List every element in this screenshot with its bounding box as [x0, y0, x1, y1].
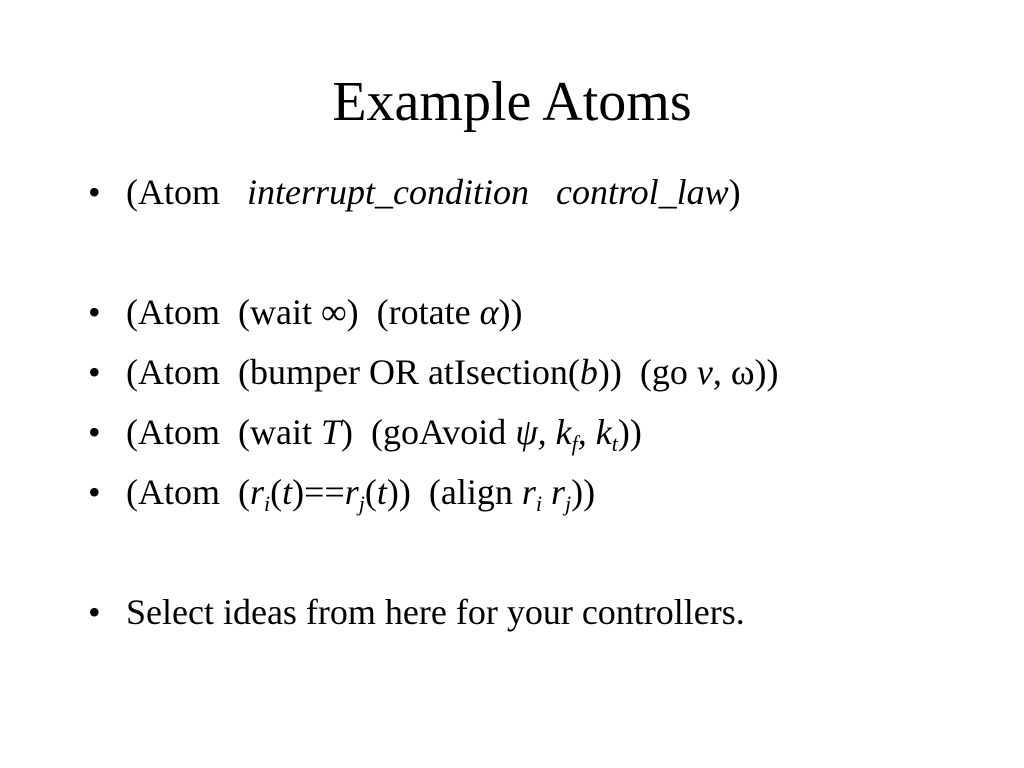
- bullet-item-select-ideas: • Select ideas from here for your controllers.: [88, 592, 745, 632]
- slide-title: Example Atoms: [332, 71, 692, 133]
- bullet-marker: •: [88, 592, 101, 632]
- bullet-marker: •: [88, 292, 101, 332]
- bullet-marker: •: [88, 172, 101, 212]
- bullet-item-wait-goavoid: • (Atom (wait T) (goAvoid ψ, $k_f$, $k_t$)): [88, 412, 642, 456]
- bullet-item-atom-definition: • (Atom interrupt_condition control_law): [88, 172, 741, 212]
- bullet-item-bumper-go: • (Atom (bumper OR atIsection(b)) (go v, ω)): [88, 352, 779, 392]
- bullet-marker: •: [88, 472, 101, 512]
- bullet-marker: •: [88, 412, 101, 452]
- bullet-item-align: • (Atom $(r_i(t)==r_j(t))$ (align $r_i$ $r_j$)): [88, 472, 596, 516]
- bullet-item-wait-rotate: • (Atom (wait ∞) (rotate α)): [88, 292, 523, 332]
- bullet-marker: •: [88, 352, 101, 392]
